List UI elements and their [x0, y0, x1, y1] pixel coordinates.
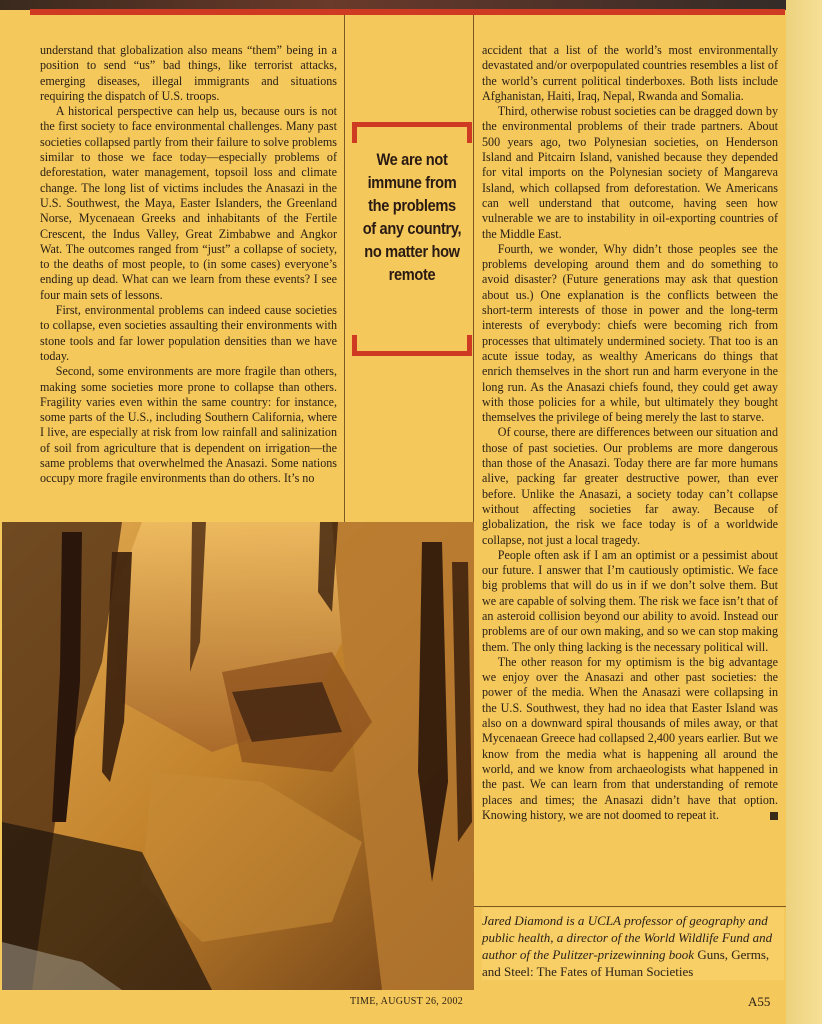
left-paragraph: understand that globalization also means “them” being in a position to send “us” bad things, like terrorist attacks, emerging diseases, illegal immigrants and situations requiring the dispatch of U.S. troops.: [40, 43, 337, 103]
top-red-rule: [30, 9, 785, 15]
pull-quote-bracket-top: [352, 122, 472, 143]
canyon-wall-photo: [2, 522, 474, 990]
pull-quote: [352, 122, 466, 356]
final-paragraph-text: The other reason for my optimism is the big advantage we enjoy over the Anasazi and other past societies: the power of the media. When the Anasazi were collapsing in the U.S. Southwest, they had no idea that Easter Island was also on a downward spiral thousands of miles away, or that Mycenaean Greece had collapsed 2,400 years earlier. But we know from the media what is happening all around the world, and we know from archaeologists what happened in the past. We can learn from that understanding of remote places and times; the Anasazi didn’t have that option. Knowing history, we are not doomed to repeat it.: [482, 654, 778, 822]
right-paragraph: Third, otherwise robust societies can be dragged down by the environmental problems of their trade partners. About 500 years ago, two Polynesian societies, on Henderson Island and Pitcairn Island, vanished because they depended for vital imports on the Polynesian society of Mangareva Island, which collapsed from deforestation. We Americans can well understand that outcome, having seen how vulnerable we are to instability in oil-exporting countries of the Middle East.: [482, 104, 778, 241]
right-paragraph: People often ask if I am an optimist or a pessimist about our future. I answer that I’m cautiously optimistic. We face big problems that will do us in if we don’t solve them. But we are capable of solving them. The risk we face isn’t that of an asteroid collision beyond our ability to avoid. Instead our problems are of our own making, and so we can stop making them. The only thing lacking is the necessary political will.: [482, 547, 778, 654]
author-bio-text: [482, 912, 784, 980]
bio-book-title: Guns, Germs, and Steel: The Fates of Human Societies: [482, 947, 770, 979]
right-text-column: [482, 43, 778, 823]
right-paragraph: Of course, there are differences between our situation and those of past societies. Our problems are more dangerous than those of the Anasazi. Today there are far more humans alive, packing far greater destructive power, than ever before. Unlike the Anasazi, a society today can’t collapse without affecting societies far away. Because of globalization, the risk we face today is of a worldwide collapse, not just a local tragedy.: [482, 425, 778, 547]
right-paragraph: [482, 655, 778, 823]
bio-ucla: UCLA: [587, 913, 621, 928]
bio-divider: [474, 906, 786, 907]
left-paragraph: A historical perspective can help us, because ours is not the first society to face environmental challenges. Many past societies collapsed partly from their failure to solve problems similar to those we face today—especially problems of deforestation, water management, topsoil loss and climate change. The long list of victims includes the Anasazi in the U.S. Southwest, the Maya, Easter Islanders, the Greenland Norse, Mycenaean Greeks and inhabitants of the Fertile Crescent, the Indus Valley, Great Zimbabwe and Angkor Wat. The outcomes ranged from “just” a collapse of society, to the deaths of most people, to (in some cases) everyone’s ending up dead. What can we learn from these events? I see four main sets of lessons.: [40, 104, 337, 302]
bio-lead: Jared Diamond is a: [482, 913, 588, 928]
publication-footer: TIME, AUGUST 26, 2002: [350, 996, 464, 1007]
left-paragraph: Second, some environments are more fragile than others, making some societies more prone to collapse than others. Fragility varies even within the same country: for instance, some parts of the U.S., including Southern California, where I live, are especially at risk from low rainfall and salinization of soil from agriculture that is dependent on irrigation—the same problems that overwhelmed the Anasazi. Some nations occupy more fragile environments than do others. It’s no: [40, 364, 337, 486]
pull-quote-bracket-bottom: [352, 335, 472, 356]
right-paragraph: Fourth, we wonder, Why didn’t those peoples see the problems developing around them and do something to avoid disaster? (Future generations may ask that question about us.) One explanation is the conflicts between the short-term interests of those in power and the long-term interests of everybody: chiefs were becoming rich from processes that ultimately undermined society. That too is an acute issue today, as wealthy Americans do things that enrich themselves in the short run and harm everyone in the long run. As the Anasazi chiefs found, they could get away with those policies for a while, but ultimately they bought themselves the privilege of being merely the last to starve.: [482, 241, 778, 425]
bio-middle: professor of geography and public health, a director of the World Wildlife Fund and author of the Pulitzer-prizewinning book: [482, 913, 773, 962]
square-end-mark-icon: [770, 812, 778, 820]
left-text-column: [40, 43, 337, 487]
column-divider-left: [344, 15, 345, 523]
page-number: A55: [748, 994, 771, 1009]
canyon-wall-illustration: [2, 522, 474, 990]
pull-quote-text: We are not immune from the problems of any country, no matter how remote: [362, 150, 462, 284]
left-paragraph: First, environmental problems can indeed cause societies to collapse, even societies assaulting their environments with stone tools and far lower population densities than we have today.: [40, 303, 337, 363]
author-bio: [482, 908, 784, 980]
page-right-edge: [786, 0, 822, 1024]
right-paragraph: accident that a list of the world’s most environmentally devastated and/or overpopulated countries resembles a list of the world’s current political tinderboxes. Both lists include Afghanistan, Haiti, Iraq, Nepal, Rwanda and Somalia.: [482, 43, 778, 103]
